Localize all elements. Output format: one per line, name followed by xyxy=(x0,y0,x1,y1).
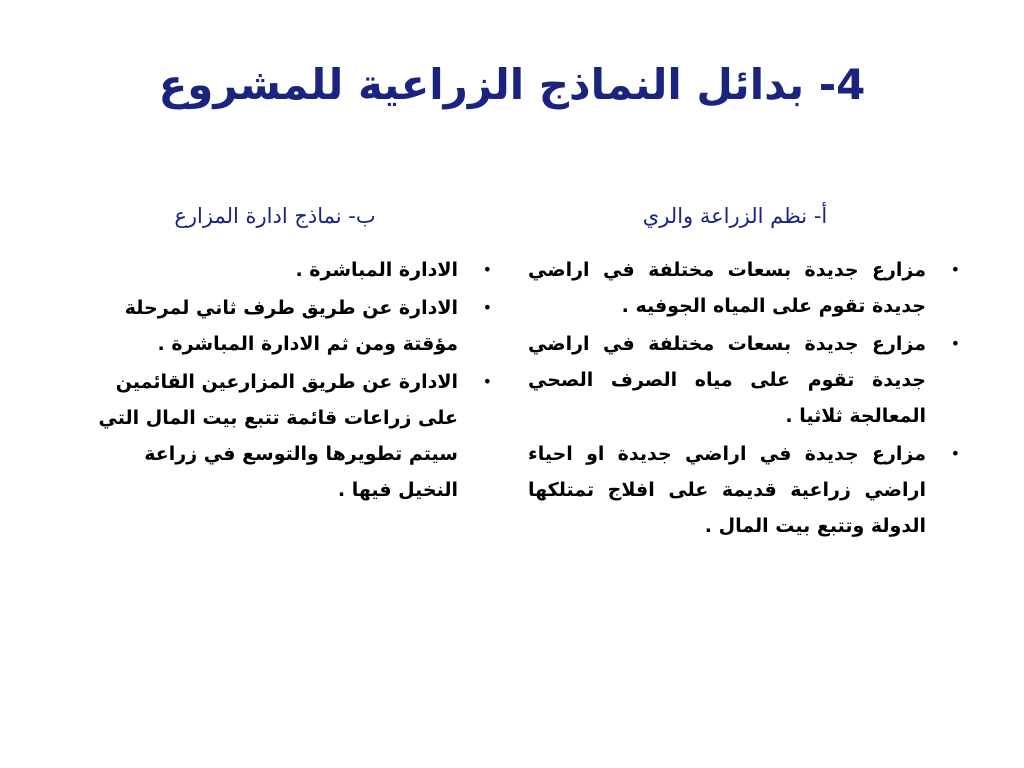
list-item-text: مزارع جديدة في اراضي جديدة او احياء اراضي زراعية قديمة على افلاج تمتلكها الدولة وتتبع بيت المال . xyxy=(528,443,926,537)
list-item xyxy=(528,252,968,324)
column-a-heading: أ- نظم الزراعة والري xyxy=(642,204,828,228)
list-item xyxy=(528,326,968,434)
list-item-text: الادارة عن طريق طرف ثاني لمرحلة مؤقتة ومن ثم الادارة المباشرة . xyxy=(124,297,458,355)
slide-title: 4- بدائل النماذج الزراعية للمشروع xyxy=(158,60,866,109)
list-item-text: الادارة المباشرة . xyxy=(295,259,458,281)
bullet-icon: • xyxy=(482,260,492,279)
list-item xyxy=(90,290,500,362)
list-item xyxy=(528,436,968,544)
list-item xyxy=(90,364,500,508)
column-a-list xyxy=(528,252,968,546)
list-item-text: مزارع جديدة بسعات مختلفة في اراضي جديدة تقوم على مياه الصرف الصحي المعالجة ثلاثيا . xyxy=(528,333,926,427)
bullet-icon: • xyxy=(482,298,492,317)
bullet-icon: • xyxy=(950,444,960,463)
list-item-text: الادارة عن طريق المزارعين القائمين على زراعات قائمة تتبع بيت المال التي سيتم تطويرها والتوسع في زراعة النخيل فيها . xyxy=(98,371,458,501)
bullet-icon: • xyxy=(482,372,492,391)
bullet-icon: • xyxy=(950,334,960,353)
column-b-list xyxy=(90,252,500,510)
list-item xyxy=(90,252,500,288)
list-item-text: مزارع جديدة بسعات مختلفة في اراضي جديدة تقوم على المياه الجوفيه . xyxy=(528,259,926,317)
column-b-heading: ب- نماذج ادارة المزارع xyxy=(174,204,376,228)
bullet-icon: • xyxy=(950,260,960,279)
